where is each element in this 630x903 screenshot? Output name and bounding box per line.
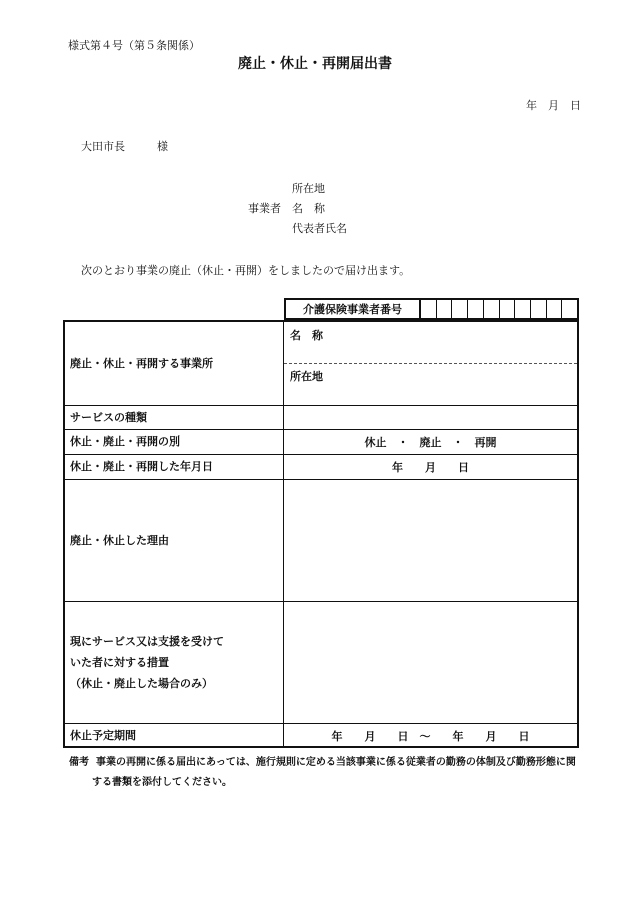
date-field[interactable]: 年 月 日 [392, 460, 469, 474]
provider-number-digit[interactable] [562, 300, 577, 318]
provider-number-label: 介護保険事業者番号 [286, 300, 421, 318]
addressee-name: 大田市長 [81, 140, 125, 153]
category-label: 休止・廃止・再開の別 [65, 429, 284, 454]
date-row [65, 454, 577, 480]
provider-number-digit[interactable] [515, 300, 531, 318]
measures-label [65, 601, 284, 723]
remarks-line1: 事業の再開に係る届出にあっては、施行規則に定める当該事業に係る従業者の勤務の体制及び勤務形態に関 [95, 757, 576, 768]
facility-name-label: 名 称 [290, 329, 323, 342]
service-type-field[interactable] [284, 405, 577, 429]
remarks-line2: する書類を添付してください。 [92, 777, 232, 788]
submission-date: 年 月 日 [526, 99, 581, 112]
addressee-honorific: 様 [157, 140, 168, 153]
provider-number-digit[interactable] [468, 300, 484, 318]
dashed-divider [284, 363, 577, 364]
form-number: 様式第４号（第５条関係） [68, 39, 200, 52]
provider-number-digit[interactable] [437, 300, 453, 318]
document-title: 廃止・休止・再開届出書 [238, 56, 392, 72]
operator-address-label: 所在地 [292, 182, 325, 195]
service-type-row [65, 405, 577, 430]
operator-representative-label: 代表者氏名 [292, 222, 347, 235]
period-row [65, 723, 577, 748]
notification-table [63, 320, 579, 748]
provider-number-digit[interactable] [547, 300, 563, 318]
facility-row [65, 322, 577, 406]
measures-label-line2: いた者に対する措置 [70, 655, 169, 669]
measures-label-line3: （休止・廃止した場合のみ） [70, 676, 213, 690]
measures-row [65, 601, 577, 724]
declaration-statement: 次のとおり事業の廃止（休止・再開）をしましたので届け出ます。 [81, 264, 411, 277]
remarks-label: 備考 [69, 757, 89, 768]
period-label: 休止予定期間 [65, 723, 284, 748]
provider-number-digit[interactable] [452, 300, 468, 318]
provider-number-box [284, 298, 579, 320]
measures-label-line1: 現にサービス又は支援を受けて [70, 634, 224, 648]
reason-label: 廃止・休止した理由 [65, 479, 284, 601]
facility-address-label: 所在地 [290, 370, 323, 383]
provider-number-digit[interactable] [484, 300, 500, 318]
remarks [69, 753, 576, 773]
provider-number-cells [421, 300, 577, 318]
period-field[interactable]: 年 月 日 〜 年 月 日 [331, 729, 530, 743]
addressee [81, 138, 168, 154]
service-type-label: サービスの種類 [65, 405, 284, 429]
provider-number-digit[interactable] [421, 300, 437, 318]
category-row [65, 429, 577, 455]
date-label: 休止・廃止・再開した年月日 [65, 454, 284, 479]
operator-name-label: 名 称 [292, 202, 325, 215]
facility-field[interactable] [284, 322, 577, 405]
reason-row [65, 479, 577, 602]
facility-label: 廃止・休止・再開する事業所 [65, 322, 284, 405]
category-options[interactable]: 休止 ・ 廃止 ・ 再開 [364, 435, 497, 449]
reason-field[interactable] [284, 479, 577, 601]
provider-number-digit[interactable] [531, 300, 547, 318]
measures-field[interactable] [284, 601, 577, 723]
provider-number-digit[interactable] [500, 300, 516, 318]
operator-label: 事業者 [248, 202, 281, 215]
